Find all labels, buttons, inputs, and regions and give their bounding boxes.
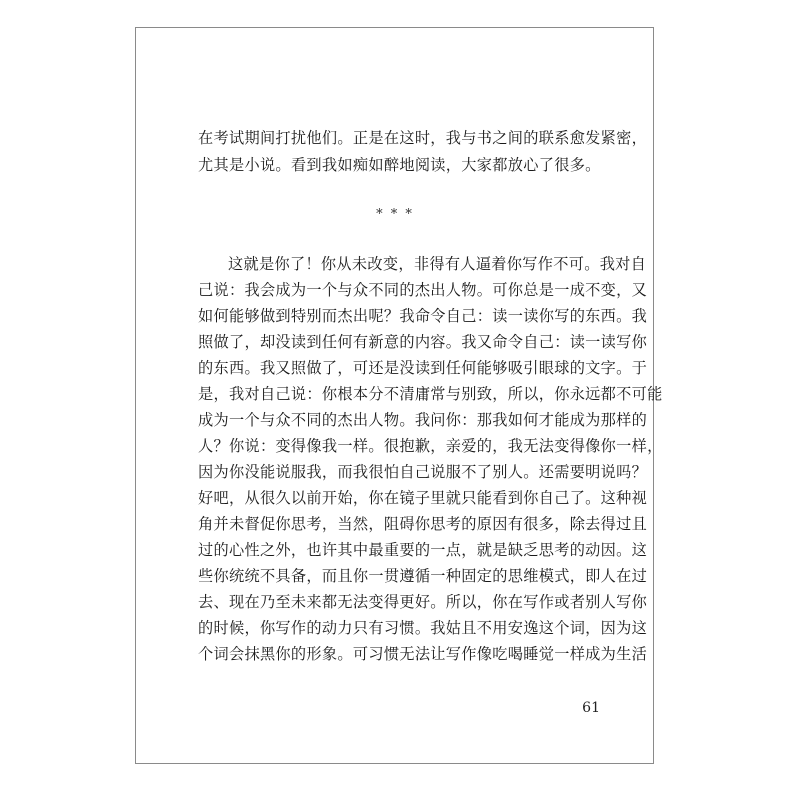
page-number: 61 [582,700,600,716]
text-line: 这就是你了！你从未改变，非得有人逼着你写作不可。我对自 [228,255,647,273]
text-line: 过的心性之外，也许其中最重要的一点，就是缺乏思考的动因。这 [198,541,648,559]
text-line: 去、现在乃至未来都无法变得更好。所以，你在写作或者别人写你 [198,593,648,611]
text-line: 的时候，你写作的动力只有习惯。我姑且不用安逸这个词，因为这 [198,619,648,637]
text-line: 的东西。我又照做了，可还是没读到任何能够吸引眼球的文字。于 [198,359,648,377]
text-line: 角并未督促你思考，当然，阻碍你思考的原因有很多，除去得过且 [198,515,648,533]
text-line: 照做了，却没读到任何有新意的内容。我又命令自己：读一读写你 [198,333,648,351]
text-line: 在考试期间打扰他们。正是在这时，我与书之间的联系愈发紧密， [198,129,648,147]
text-line: 己说：我会成为一个与众不同的杰出人物。可你总是一成不变，又 [198,281,648,299]
text-line: 个词会抹黑你的形象。可习惯无法让写作像吃喝睡觉一样成为生活 [198,645,648,663]
text-line: 尤其是小说。看到我如痴如醉地阅读，大家都放心了很多。 [198,156,601,174]
text-line: 成为一个与众不同的杰出人物。我问你：那我如何才能成为那样的 [198,411,648,429]
text-line: 如何能够做到特别而杰出呢？我命令自己：读一读你写的东西。我 [198,307,648,325]
text-line: 些你统统不具备，而且你一贯遵循一种固定的思维模式，即人在过 [198,567,648,585]
section-break: * * * [376,207,414,222]
text-line: 因为你没能说服我，而我很怕自己说服不了别人。还需要明说吗？ [198,463,648,481]
text-line: 好吧，从很久以前开始，你在镜子里就只能看到你自己了。这种视 [198,489,648,507]
text-line: 是，我对自己说：你根本分不清庸常与别致，所以，你永远都不可能 [198,385,663,403]
text-line: 人？你说：变得像我一样。很抱歉，亲爱的，我无法变得像你一样， [198,437,663,455]
